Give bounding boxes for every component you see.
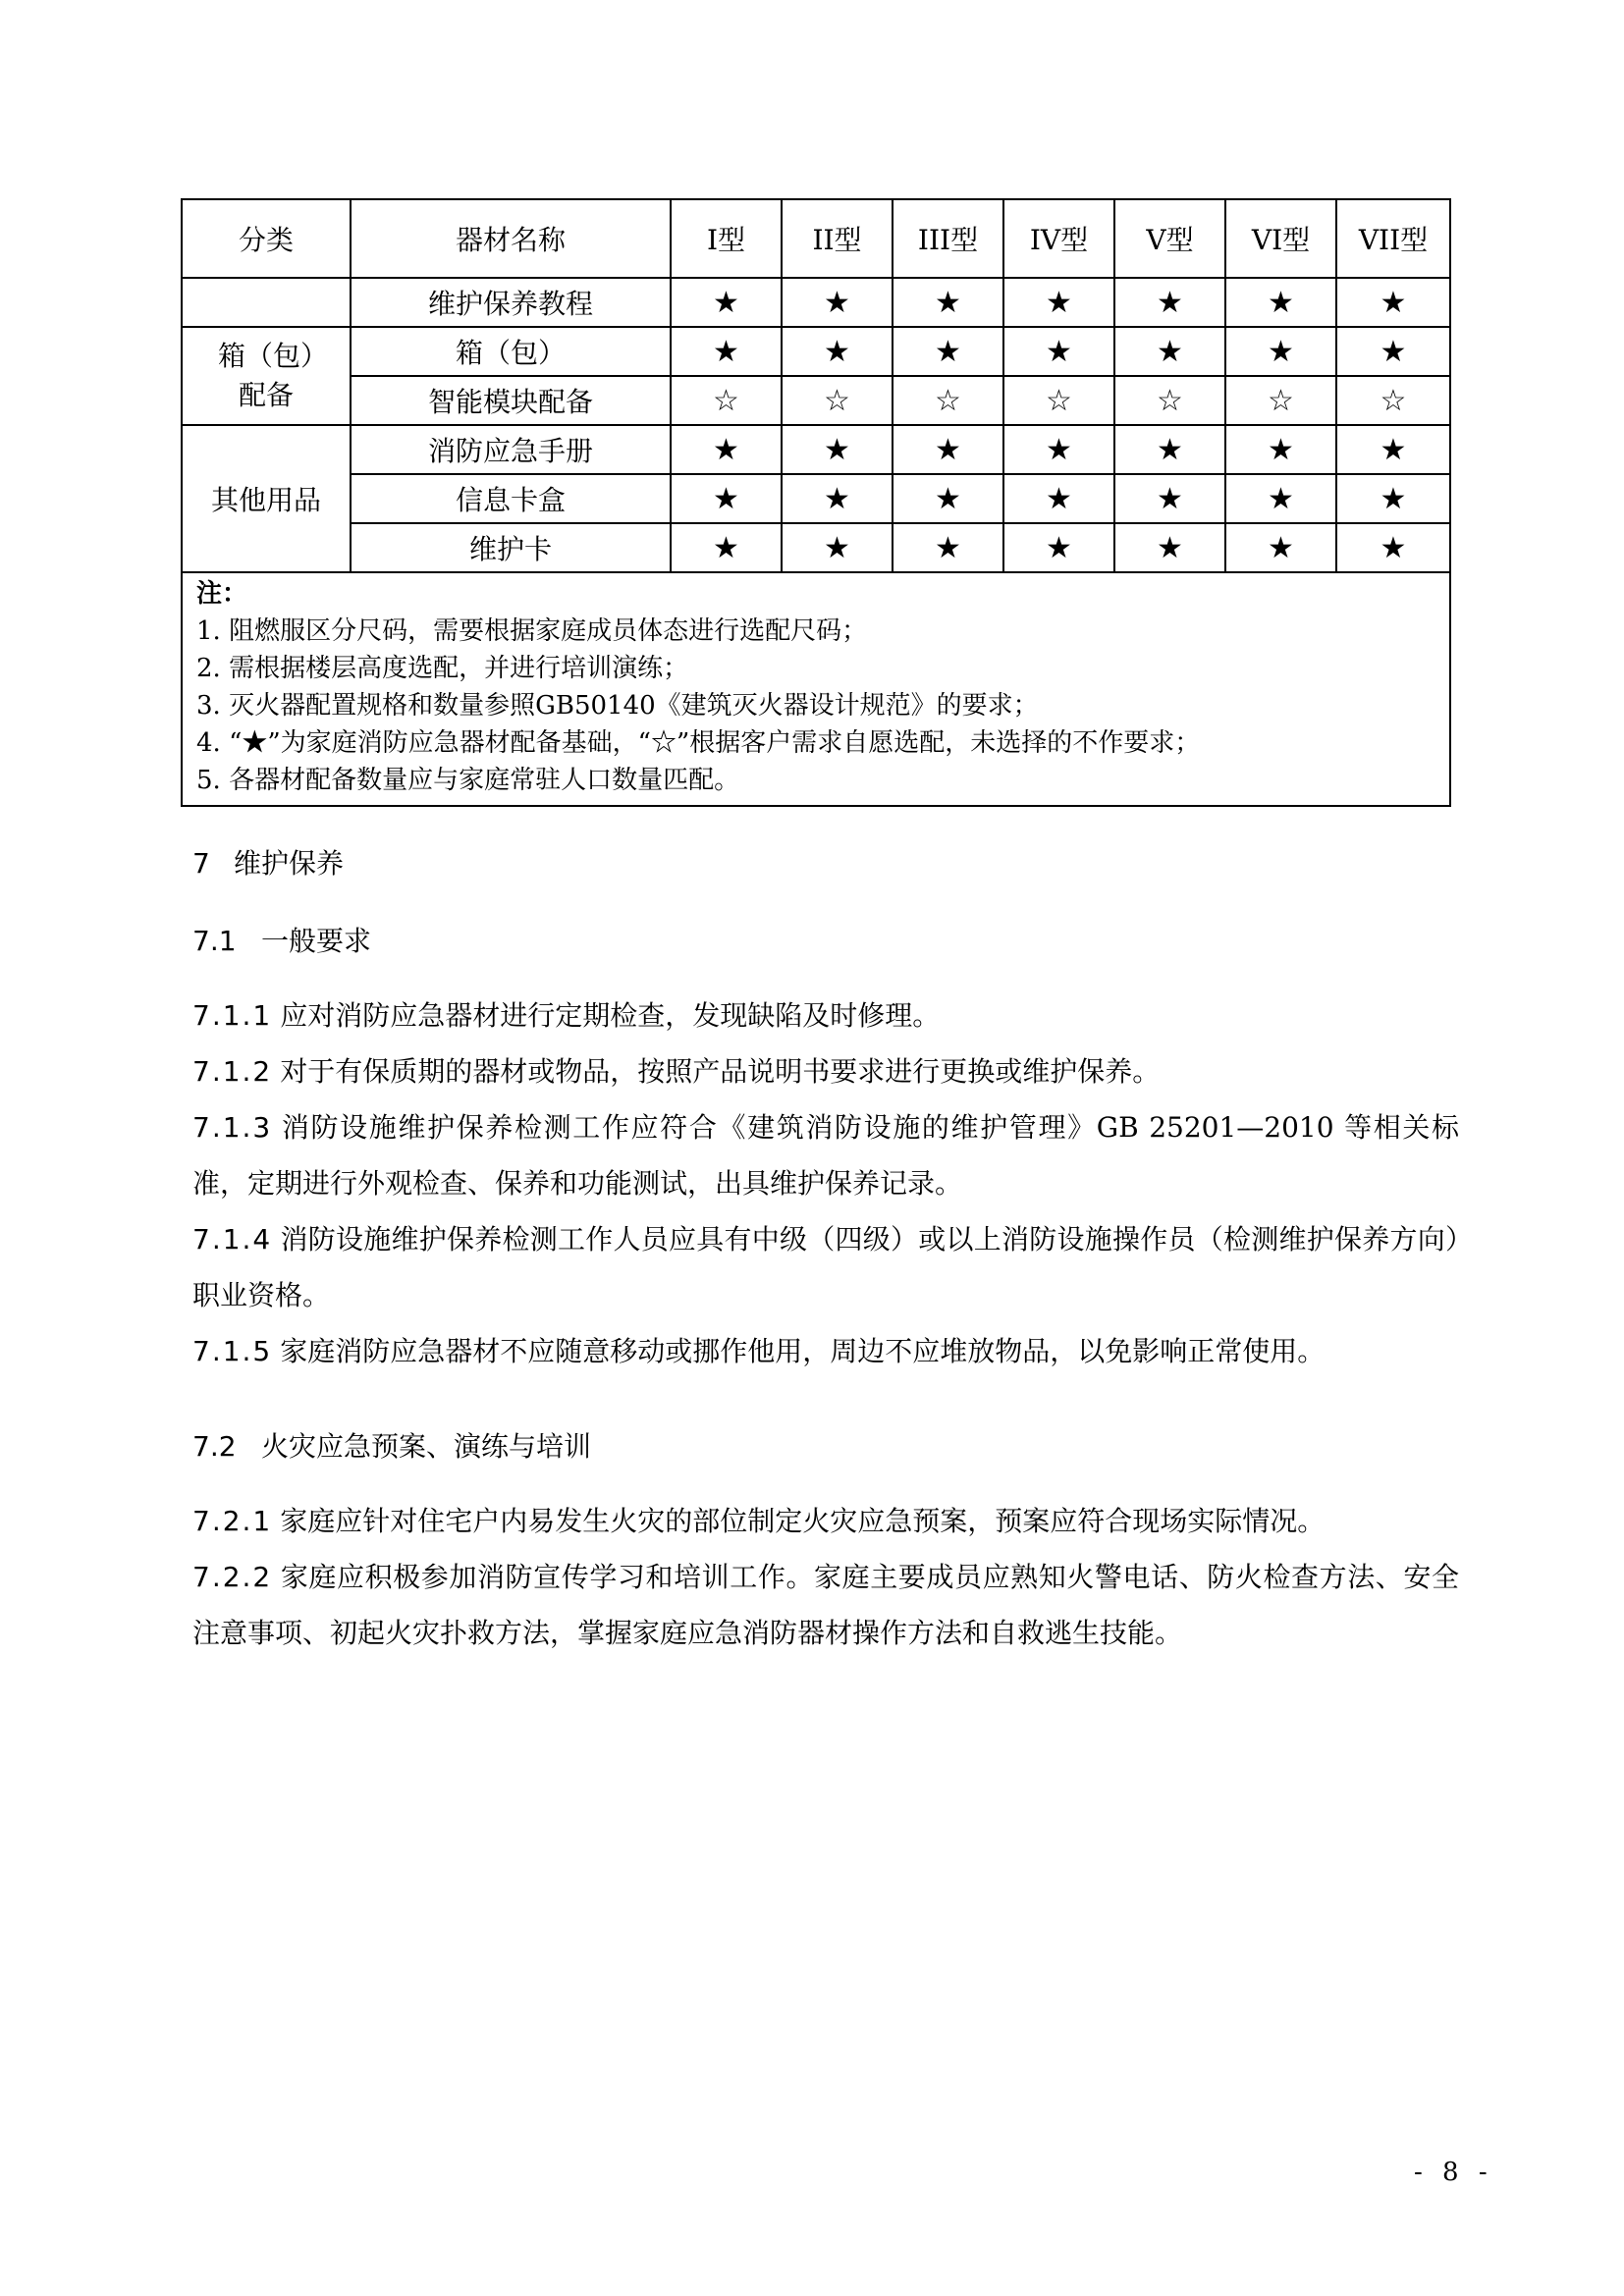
mark-cell: ★ — [782, 523, 893, 572]
mark-cell: ★ — [1225, 474, 1336, 523]
paragraph-7-2-2 — [192, 1549, 1459, 1661]
paragraph-7-2-1 — [192, 1493, 1459, 1549]
mark-cell: ☆ — [1336, 376, 1450, 425]
mark-cell: ☆ — [671, 376, 782, 425]
table-row — [182, 327, 1450, 376]
table-row — [182, 523, 1450, 572]
mark-cell: ★ — [1336, 523, 1450, 572]
mark-cell: ★ — [1225, 523, 1336, 572]
section-number: 7.2 — [192, 1430, 237, 1463]
section-title: 维护保养 — [234, 847, 345, 880]
equipment-name-cell: 箱（包） — [351, 327, 671, 376]
table-notes — [182, 572, 1450, 806]
header-cell: V型 — [1114, 199, 1225, 278]
note-item: 5. 各器材配备数量应与家庭常驻人口数量匹配。 — [196, 766, 740, 795]
mark-cell: ★ — [1336, 474, 1450, 523]
mark-cell: ★ — [1003, 327, 1114, 376]
clause-number: 7.2.1 — [192, 1505, 273, 1537]
mark-cell: ★ — [1225, 425, 1336, 474]
clause-text: 消防设施维护保养检测工作人员应具有中级（四级）或以上消防设施操作员（检测维护保养方向）职业资格。 — [192, 1223, 1459, 1311]
notes-title: 注： — [196, 579, 248, 609]
note-item: 3. 灭火器配置规格和数量参照GB50140《建筑灭火器设计规范》的要求； — [196, 691, 1039, 721]
section-number: 7.1 — [192, 925, 237, 957]
mark-cell: ★ — [1225, 278, 1336, 327]
notes-row — [182, 572, 1450, 806]
clause-text: 家庭应积极参加消防宣传学习和培训工作。家庭主要成员应熟知火警电话、防火检查方法、安全注意事项、初起火灾扑救方法，掌握家庭应急消防器材操作方法和自救逃生技能。 — [192, 1561, 1459, 1649]
mark-cell: ★ — [893, 425, 1003, 474]
mark-cell: ★ — [1336, 425, 1450, 474]
clause-number: 7.2.2 — [192, 1561, 273, 1593]
category-cell: 其他用品 — [182, 425, 351, 572]
table-row — [182, 425, 1450, 474]
clause-text: 应对消防应急器材进行定期检查，发现缺陷及时修理。 — [280, 999, 941, 1032]
mark-cell: ★ — [1225, 327, 1336, 376]
section-heading-7-1 — [192, 920, 371, 959]
paragraph-7-1-1 — [192, 988, 1459, 1043]
mark-cell: ★ — [893, 523, 1003, 572]
mark-cell: ★ — [671, 474, 782, 523]
mark-cell: ★ — [893, 327, 1003, 376]
header-cell: VI型 — [1225, 199, 1336, 278]
clause-text: 家庭消防应急器材不应随意移动或挪作他用，周边不应堆放物品，以免影响正常使用。 — [280, 1335, 1326, 1367]
section-title: 火灾应急预案、演练与培训 — [261, 1430, 592, 1463]
section-heading-7-2 — [192, 1425, 591, 1465]
category-cell: 箱（包）配备 — [182, 327, 351, 425]
header-cell: I型 — [671, 199, 782, 278]
paragraph-7-1-2 — [192, 1043, 1459, 1099]
section-title: 一般要求 — [261, 925, 372, 957]
equipment-name-cell: 维护保养教程 — [351, 278, 671, 327]
note-item: 4. “★”为家庭消防应急器材配备基础，“☆”根据客户需求自愿选配，未选择的不作要求； — [196, 728, 1201, 758]
mark-cell: ★ — [1003, 474, 1114, 523]
equipment-name-cell: 维护卡 — [351, 523, 671, 572]
header-cell: 器材名称 — [351, 199, 671, 278]
mark-cell: ★ — [1336, 278, 1450, 327]
category-cell — [182, 278, 351, 327]
mark-cell: ★ — [671, 278, 782, 327]
mark-cell: ★ — [671, 523, 782, 572]
header-cell: II型 — [782, 199, 893, 278]
clause-number: 7.1.1 — [192, 999, 273, 1032]
mark-cell: ☆ — [893, 376, 1003, 425]
mark-cell: ★ — [782, 327, 893, 376]
clause-text: 对于有保质期的器材或物品，按照产品说明书要求进行更换或维护保养。 — [280, 1055, 1161, 1088]
table-header-row — [182, 199, 1450, 278]
header-cell: III型 — [893, 199, 1003, 278]
mark-cell: ★ — [782, 278, 893, 327]
header-cell: VII型 — [1336, 199, 1450, 278]
mark-cell: ★ — [782, 425, 893, 474]
table-row — [182, 474, 1450, 523]
mark-cell: ★ — [1114, 425, 1225, 474]
equipment-table — [181, 198, 1451, 807]
mark-cell: ☆ — [782, 376, 893, 425]
mark-cell: ★ — [671, 425, 782, 474]
mark-cell: ★ — [1114, 278, 1225, 327]
mark-cell: ★ — [1003, 425, 1114, 474]
mark-cell: ☆ — [1003, 376, 1114, 425]
header-cell: 分类 — [182, 199, 351, 278]
table-row — [182, 278, 1450, 327]
mark-cell: ★ — [1114, 327, 1225, 376]
mark-cell: ☆ — [1114, 376, 1225, 425]
mark-cell: ★ — [1114, 474, 1225, 523]
mark-cell: ☆ — [1225, 376, 1336, 425]
mark-cell: ★ — [1003, 278, 1114, 327]
note-item: 1. 阻燃服区分尺码，需要根据家庭成员体态进行选配尺码； — [196, 616, 868, 646]
clause-number: 7.1.4 — [192, 1223, 273, 1255]
mark-cell: ★ — [893, 474, 1003, 523]
table-row — [182, 376, 1450, 425]
mark-cell: ★ — [893, 278, 1003, 327]
header-cell: IV型 — [1003, 199, 1114, 278]
section-number: 7 — [192, 847, 210, 880]
equipment-name-cell: 信息卡盒 — [351, 474, 671, 523]
mark-cell: ★ — [1114, 523, 1225, 572]
clause-text: 消防设施维护保养检测工作应符合《建筑消防设施的维护管理》GB 25201—2010 等相关标准，定期进行外观检查、保养和功能测试，出具维护保养记录。 — [192, 1111, 1459, 1200]
equipment-name-cell: 智能模块配备 — [351, 376, 671, 425]
page-number: - 8 - — [1414, 2158, 1493, 2187]
mark-cell: ★ — [1003, 523, 1114, 572]
note-item: 2. 需根据楼层高度选配，并进行培训演练； — [196, 654, 689, 683]
mark-cell: ★ — [1336, 327, 1450, 376]
section-heading-7 — [192, 842, 344, 881]
clause-number: 7.1.5 — [192, 1335, 273, 1367]
clause-number: 7.1.2 — [192, 1055, 273, 1088]
mark-cell: ★ — [782, 474, 893, 523]
equipment-name-cell: 消防应急手册 — [351, 425, 671, 474]
mark-cell: ★ — [671, 327, 782, 376]
paragraph-7-1-5 — [192, 1323, 1459, 1379]
paragraph-7-1-4 — [192, 1211, 1459, 1323]
paragraph-7-1-3 — [192, 1099, 1459, 1211]
clause-text: 家庭应针对住宅户内易发生火灾的部位制定火灾应急预案，预案应符合现场实际情况。 — [280, 1505, 1326, 1537]
clause-number: 7.1.3 — [192, 1111, 273, 1144]
